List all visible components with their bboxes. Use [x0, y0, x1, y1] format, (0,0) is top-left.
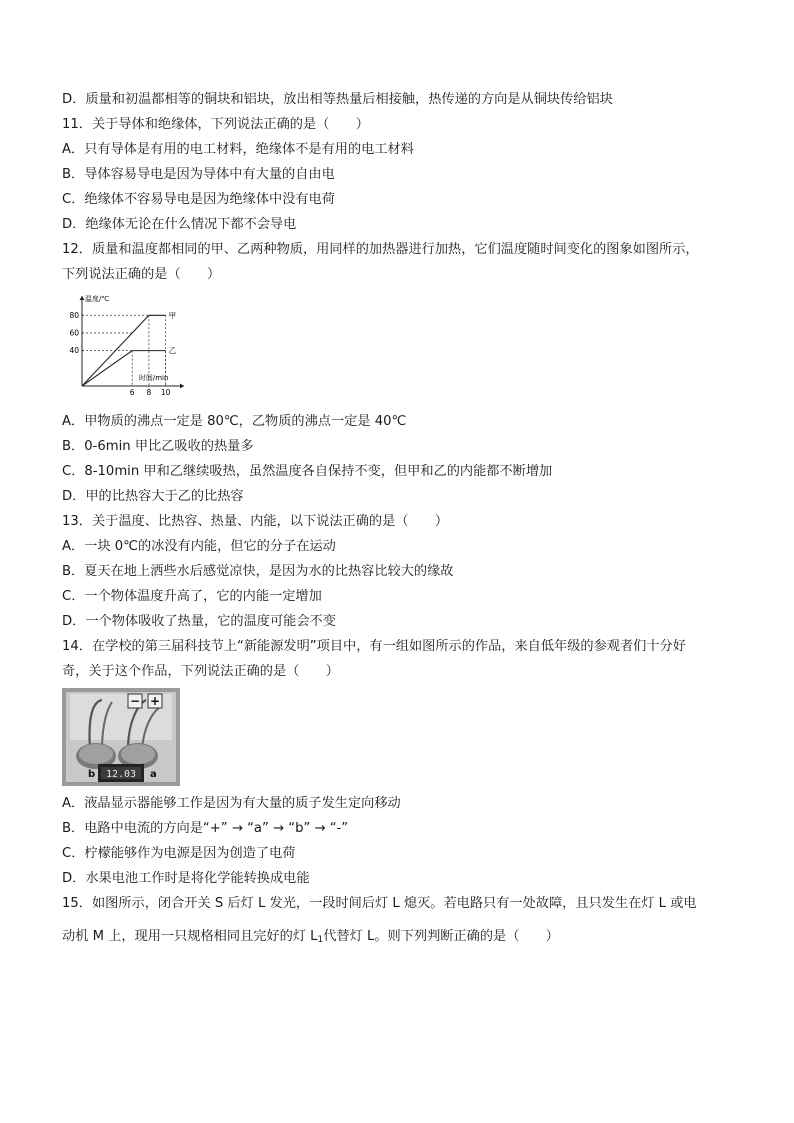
option-14c: C．柠檬能够作为电源是因为创造了电荷 — [62, 846, 296, 861]
question-13: 13．关于温度、比热容、热量、内能，以下说法正确的是（ ） — [62, 514, 449, 529]
option-11b: B．导体容易导电是因为导体中有大量的自由电 — [62, 167, 335, 182]
option-13a: A．一块 0℃的冰没有内能，但它的分子在运动 — [62, 539, 336, 554]
option-14d: D．水果电池工作时是将化学能转换成电能 — [62, 871, 310, 886]
y-axis-arrow — [80, 296, 85, 300]
fruit-battery-photo — [62, 688, 180, 786]
plus-terminal-label: + — [149, 694, 161, 708]
minus-terminal-label: − — [129, 694, 141, 708]
option-12a: A．甲物质的沸点一定是 80℃，乙物质的沸点一定是 40℃ — [62, 414, 407, 429]
series-label-2: 乙 — [168, 346, 177, 356]
option-13c: C．一个物体温度升高了，它的内能一定增加 — [62, 589, 322, 604]
q15-text-part2: 代替灯 L。则下列判断正确的是（ ） — [323, 929, 559, 944]
x-axis-arrow — [180, 384, 184, 389]
option-12d: D．甲的比热容大于乙的比热容 — [62, 489, 244, 504]
question-12-line2: 下列说法正确的是（ ） — [62, 267, 221, 282]
option-10d: D．质量和初温都相等的铜块和铝块，放出相等热量后相接触，热传递的方向是从铜块传给铝块 — [62, 92, 613, 107]
q15-subscript: 1 — [317, 935, 324, 945]
option-11c: C．绝缘体不容易导电是因为绝缘体中没有电荷 — [62, 192, 335, 207]
question-15-line2 — [62, 928, 559, 949]
y-tick-label: 80 — [69, 310, 79, 320]
y-axis-label: 温度/℃ — [85, 295, 110, 303]
option-14b: B．电路中电流的方向是“+” → “a” → “b” → “-” — [62, 821, 349, 836]
option-12c: C．8-10min 甲和乙继续吸热，虽然温度各自保持不变，但甲和乙的内能都不断增加 — [62, 464, 553, 479]
option-11a: A．只有导体是有用的电工材料，绝缘体不是有用的电工材料 — [62, 142, 414, 157]
y-tick-label: 40 — [69, 346, 79, 356]
x-tick-label: 10 — [160, 388, 171, 397]
terminal-a-label: a — [150, 769, 157, 780]
lcd-reading: 12.03 — [105, 769, 137, 780]
option-13b: B．夏天在地上洒些水后感觉凉快，是因为水的比热容比较大的缘故 — [62, 564, 454, 579]
q15-text-part1: 动机 M 上，现用一只规格相同且完好的灯 L — [62, 929, 318, 944]
x-axis-label: 时间/min — [138, 374, 169, 382]
option-13d: D．一个物体吸收了热量，它的温度可能会不变 — [62, 614, 336, 629]
option-12b: B．0-6min 甲比乙吸收的热量多 — [62, 439, 254, 454]
x-tick-label: 8 — [146, 388, 152, 397]
option-11d: D．绝缘体无论在什么情况下都不会导电 — [62, 217, 297, 232]
question-12-line1: 12．质量和温度都相同的甲、乙两种物质，用同样的加热器进行加热，它们温度随时间变化的图象如图所示， — [62, 242, 699, 257]
question-14-line2: 奇，关于这个作品，下列说法正确的是（ ） — [62, 664, 339, 679]
x-tick-label: 6 — [129, 388, 135, 397]
option-14a: A．液晶显示器能够工作是因为有大量的质子发生定向移动 — [62, 796, 401, 811]
y-tick-label: 60 — [69, 328, 79, 338]
series-label-1: 甲 — [168, 310, 177, 320]
terminal-b-label: b — [88, 769, 96, 780]
question-15-line1: 15．如图所示，闭合开关 S 后灯 L 发光，一段时间后灯 L 熄灭。若电路只有一处故障，且只发生在灯 L 或电 — [62, 896, 697, 911]
temperature-time-chart — [62, 294, 192, 402]
question-14-line1: 14．在学校的第三届科技节上“新能源发明”项目中，有一组如图所示的作品，来自低年级的参观者们十分好 — [62, 639, 686, 654]
question-11: 11．关于导体和绝缘体，下列说法正确的是（ ） — [62, 117, 369, 132]
